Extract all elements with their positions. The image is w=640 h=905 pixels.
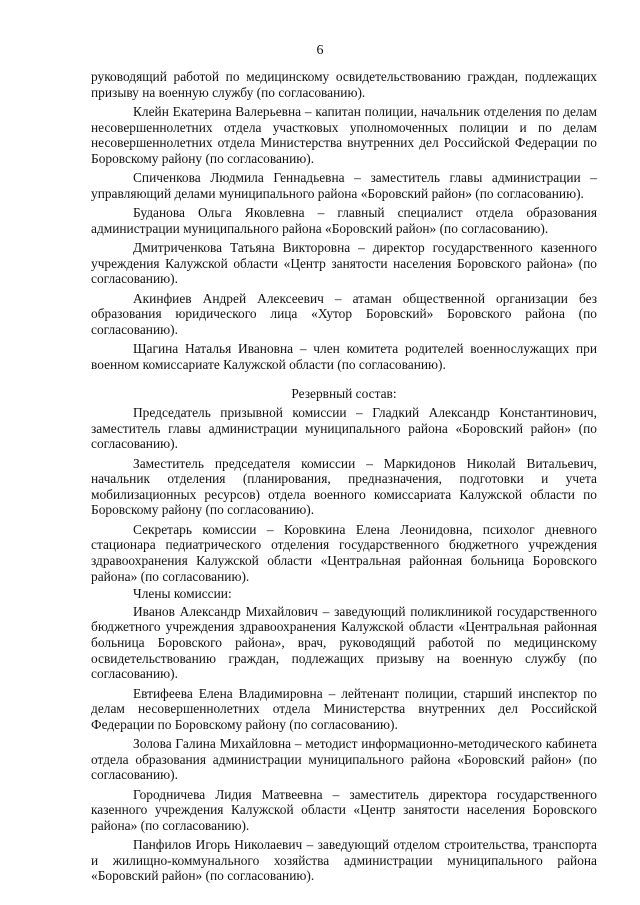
paragraph-akinfiev: Акинфиев Андрей Алексеевич – атаман общественной организации без образования юридического лица «Хутор Боровский» Боровского района (по согласованию). (91, 290, 597, 337)
paragraph-reserve-secretary: Секретарь комиссии – Коровкина Елена Леонидовна, психолог дневного стационара педиатрического отделения государственного бюджетного учреждения здравоохранения Калужской области «Центральная районная больница Боровского района» (по согласованию). (91, 521, 597, 584)
page-number: 6 (316, 43, 324, 58)
members-heading: Члены комиссии: (133, 586, 232, 602)
paragraph-zolova: Золова Галина Михайловна – методист информационно-методического кабинета отдела образования администрации муниципального района «Боровский район» (по согласованию). (91, 736, 597, 783)
paragraph-reserve-deputy: Заместитель председателя комиссии – Маркидонов Николай Витальевич, начальник отделения (планирования, предназначения, подготовки и учета мобилизационных ресурсов) отдела военного комиссариата Калужской области по Боровскому району (по согласованию). (91, 455, 597, 518)
paragraph-shchagina: Щагина Наталья Ивановна – член комитета родителей военнослужащих при военном комиссариате Калужской области (по согласованию). (91, 341, 597, 372)
reserve-heading: Резервный состав: (291, 386, 397, 402)
paragraph-budanova: Буданова Ольга Яковлевна – главный специалист отдела образования администрации муниципального района «Боровский район» (по согласованию). (91, 205, 597, 236)
paragraph-panfilov: Панфилов Игорь Николаевич – заведующий отделом строительства, транспорта и жилищно-коммунального хозяйства администрации муниципального района «Боровский район» (по согласованию). (91, 837, 597, 884)
paragraph-ivanov: Иванов Александр Михайлович – заведующий поликлиникой государственного бюджетного учреждения здравоохранения Калужской области «Центральная районная больница Боровского района», врач, руководящий работой по медицинскому освидетельствованию граждан, подлежащих призыву на военную службу (по согласованию). (91, 603, 597, 682)
paragraph-evtifeeva: Евтифеева Елена Владимировна – лейтенант полиции, старший инспектор по делам несовершеннолетних отдела Министерства внутренних дел Российской Федерации по Боровскому району (по согласованию). (91, 685, 597, 732)
paragraph-continuation: руководящий работой по медицинскому освидетельствованию граждан, подлежащих призыву на военную службу (по согласованию). (91, 69, 597, 100)
paragraph-reserve-chairman: Председатель призывной комиссии – Гладкий Александр Константинович, заместитель главы администрации муниципального района «Боровский район» (по согласованию). (91, 405, 597, 452)
paragraph-gorodnicheva: Городничева Лидия Матвеевна – заместитель директора государственного казенного учреждения Калужской области «Центр занятости населения Боровского района» (по согласованию). (91, 786, 597, 833)
paragraph-dmitrichenkova: Дмитриченкова Татьяна Викторовна – директор государственного казенного учреждения Калужской области «Центр занятости населения Боровского района» (по согласованию). (91, 240, 597, 287)
document-body (91, 69, 597, 888)
paragraph-klein: Клейн Екатерина Валерьевна – капитан полиции, начальник отделения по делам несовершеннолетних отдела участковых уполномоченных полиции и по делам несовершеннолетних отдела Министерства внутренних дел Российской Федерации по Боровскому району (по согласованию). (91, 103, 597, 166)
paragraph-spichenkova: Спиченкова Людмила Геннадьевна – заместитель главы администрации – управляющий делами муниципального района «Боровский район» (по согласованию). (91, 170, 597, 201)
